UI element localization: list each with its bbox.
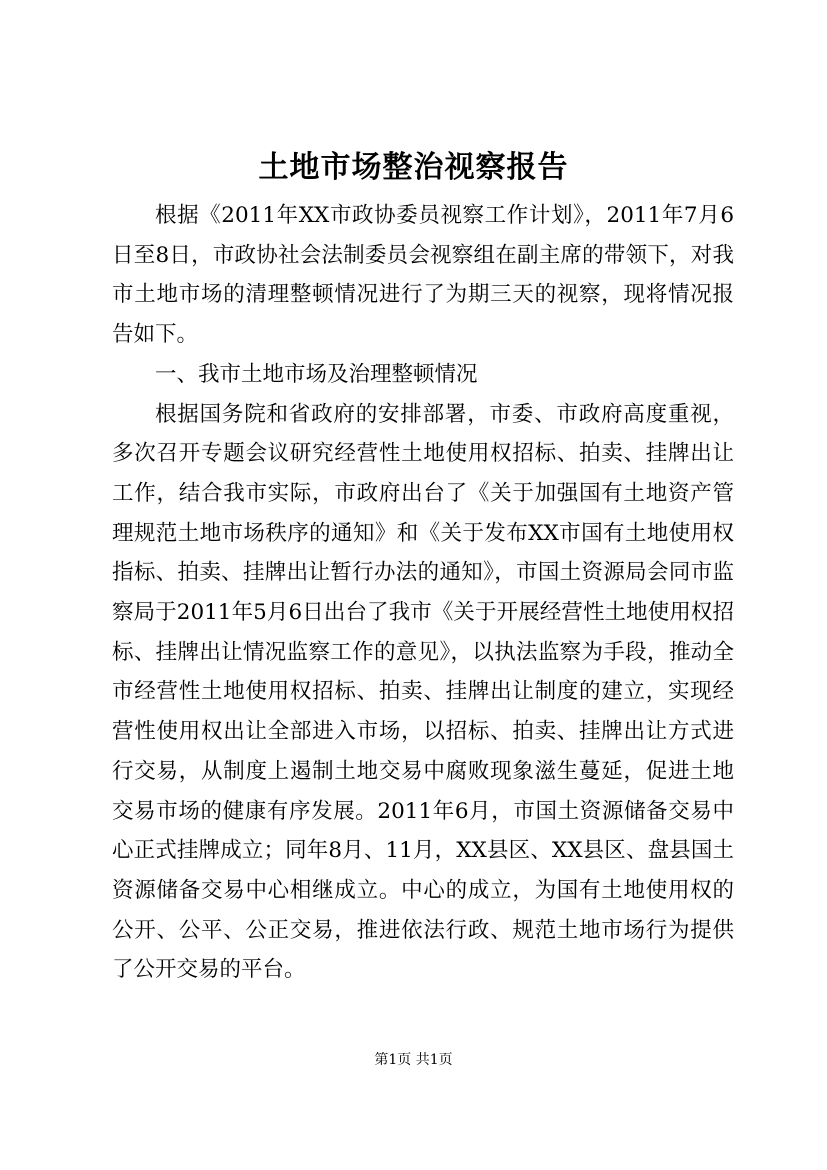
paragraph-details: 根据国务院和省政府的安排部署，市委、市政府高度重视，多次召开专题会议研究经营性土地使用权招标、拍卖、挂牌出让工作，结合我市实际，市政府出台了《关于加强国有土地资产管理规范土地市场秩序的通知》和《关于发布XX市国有土地使用权指标、拍卖、挂牌出让暂行办法的通知》，市国土资源局会同市监察局于2011年5月6日出台了我市《关于开展经营性土地使用权招标、挂牌出让情况监察工作的意见》，以执法监察为手段，推动全市经营性土地使用权招标、拍卖、挂牌出让制度的建立，实现经营性使用权出让全部进入市场，以招标、拍卖、挂牌出让方式进行交易，从制度上遏制土地交易中腐败现象滋生蔓延，促进土地交易市场的健康有序发展。2011年6月，市国土资源储备交易中心正式挂牌成立；同年8月、11月，XX县区、XX县区、盘县国土资源储备交易中心相继成立。中心的成立，为国有土地使用权的公开、公平、公正交易，推进依法行政、规范土地市场行为提供了公开交易的平台。: [112, 401, 734, 983]
paragraph-intro: 根据《2011年XX市政协委员视察工作计划》，2011年7月6日至8日，市政协社会法制委员会视察组在副主席的带领下，对我市土地市场的清理整顿情况进行了为期三天的视察，现将情况报告如下。: [112, 203, 734, 348]
page-number-footer: 第1页 共1页: [374, 1052, 453, 1068]
document-body: [112, 196, 734, 990]
document-title: 土地市场整治视察报告: [258, 150, 569, 185]
section-heading: 一、我市土地市场及治理整顿情况: [155, 361, 478, 387]
